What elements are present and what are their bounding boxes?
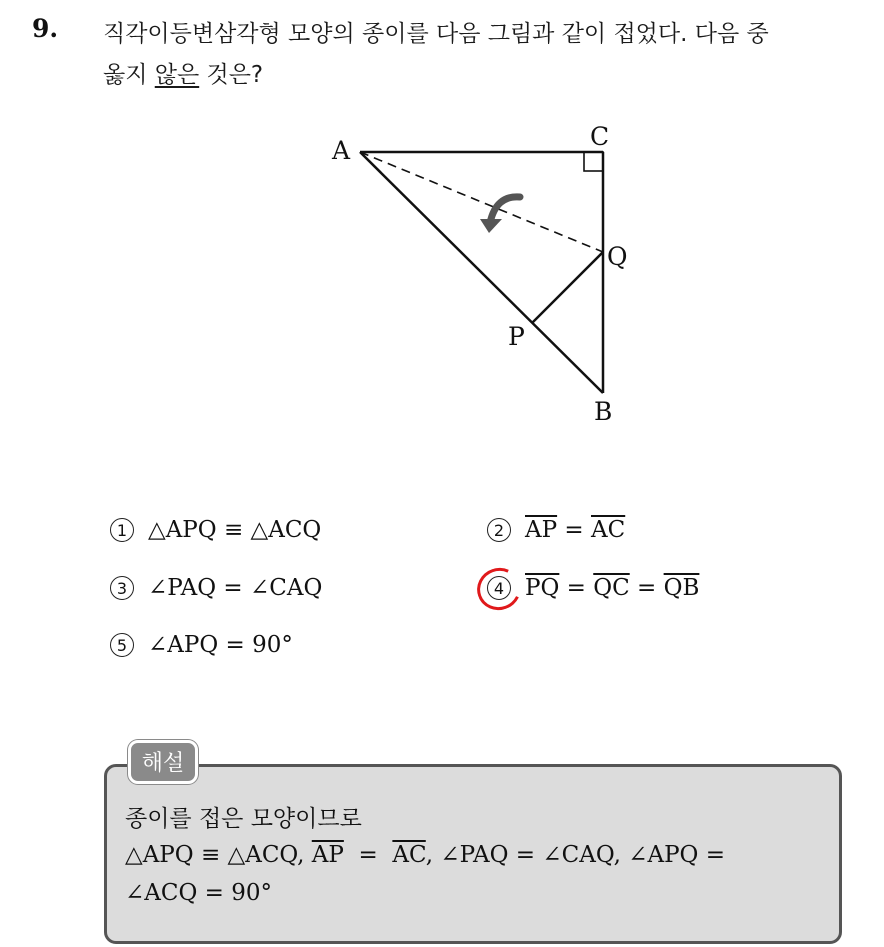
solution-line1: 종이를 접은 모양이므로 (125, 806, 362, 832)
choice-number-text: 4 (493, 579, 505, 598)
label-C: C (590, 122, 610, 151)
choice-text: ∠APQ = 90° (148, 632, 293, 658)
solution-tag: 해설 (128, 740, 198, 784)
fold-arrow-head-icon (480, 219, 502, 233)
equals-sign: = (637, 575, 657, 601)
label-Q: Q (607, 242, 628, 271)
choice-number (487, 576, 511, 600)
segment-AP: $\overline{AP}$ (311, 842, 344, 868)
right-angle-mark (584, 152, 603, 171)
question-text-line1: 직각이등변삼각형 모양의 종이를 다음 그림과 같이 접었다. 다음 중 (103, 21, 769, 47)
question-text-part: 것은? (199, 62, 264, 88)
choice-number: 2 (487, 518, 511, 542)
solution-line2 (125, 842, 725, 868)
segment-QC: $\overline{QC}$ (593, 575, 630, 601)
segment-PQ (532, 252, 603, 323)
choice-number: 1 (110, 518, 134, 542)
equals-sign: = (564, 517, 584, 543)
label-A: A (332, 136, 351, 165)
solution-text: , ∠PAQ = ∠CAQ, ∠APQ = (425, 842, 725, 868)
segment-AP: $\overline{AP}$ (525, 517, 558, 543)
choice-text: △APQ ≡ △ACQ (148, 517, 322, 543)
choice-4[interactable] (487, 575, 699, 601)
segment-QB: $\overline{QB}$ (663, 575, 700, 601)
solution-line3: ∠ACQ = 90° (125, 880, 272, 906)
choice-text: ∠PAQ = ∠CAQ (148, 575, 323, 601)
label-B: B (594, 397, 613, 426)
triangle-figure (320, 115, 660, 435)
underlined-word: 않은 (154, 62, 200, 88)
answer-circle-mark (471, 562, 527, 617)
choice-2[interactable] (487, 517, 625, 543)
choice-number: 3 (110, 576, 134, 600)
fold-line-AQ (360, 152, 603, 252)
segment-AB (360, 152, 603, 393)
question-number: 9. (32, 14, 59, 43)
choice-number: 5 (110, 633, 134, 657)
equals-sign: = (343, 842, 393, 868)
segment-AC: $\overline{AC}$ (392, 842, 426, 868)
question-text-part: 옳지 (103, 62, 155, 88)
solution-text: △APQ ≡ △ACQ, (125, 842, 312, 868)
choice-3[interactable] (110, 575, 322, 601)
choice-5[interactable] (110, 632, 293, 658)
equals-sign: = (566, 575, 586, 601)
segment-PQ: $\overline{PQ}$ (525, 575, 560, 601)
question-text-line2 (103, 56, 263, 89)
label-P: P (508, 322, 525, 351)
segment-AC: $\overline{AC}$ (591, 517, 626, 543)
choice-1[interactable] (110, 517, 321, 543)
